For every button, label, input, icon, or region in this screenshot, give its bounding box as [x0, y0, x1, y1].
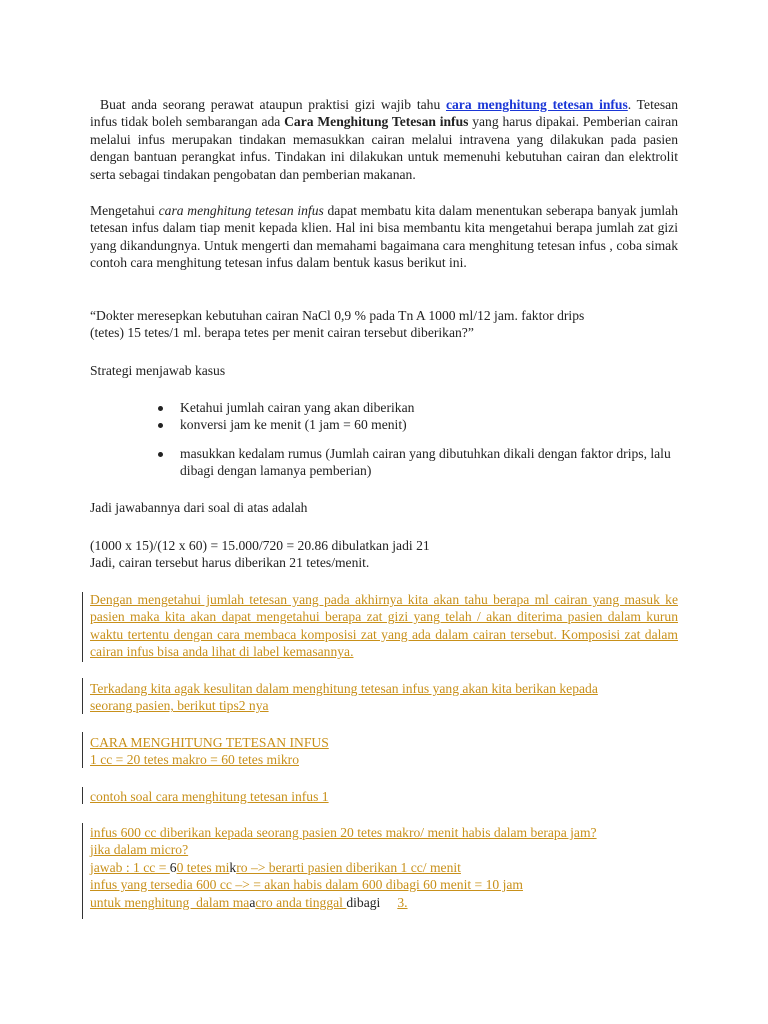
revision-paragraph-3 [90, 734, 690, 769]
intro-bold: Cara Menghitung Tetesan infus [284, 114, 469, 130]
revision-text: 3. [397, 894, 408, 910]
knowledge-paragraph [90, 202, 678, 272]
conclusion: Jadi, cairan tersebut harus diberikan 21 tetes/menit. [90, 555, 370, 570]
revision-line: 1 cc = 20 tetes makro = 60 tetes mikro [90, 752, 299, 768]
accepted-text: 6 [169, 859, 177, 875]
strategy-title: Strategi menjawab kasus [90, 363, 226, 378]
knowledge-italic: cara menghitung tetesan infus [158, 203, 324, 218]
intro-lead: Buat anda seorang perawat ataupun praktisi gizi wajib tahu [100, 97, 446, 112]
revision-paragraph-5 [90, 824, 690, 911]
revision-line [90, 894, 690, 911]
intro-rest: yang harus dipakai. Pemberian cairan melalui infus merupakan tindakan memasukkan cairan melalui intravena yang dilakukan pada pasien dengan bantuan perangkat infus. Tindakan ini dilakukan untuk memenuhi kebutuhan cairan dan elektrolit serta sebagai tindakan pengobatan dan pemberian makanan. [90, 114, 678, 182]
revision-text: 0 tetes mi [176, 859, 230, 875]
quote-line-1: “Dokter meresepkan kebutuhan cairan NaCl 0,9 % pada Tn A 1000 ml/12 jam. faktor drips [90, 308, 585, 323]
list-item: konversi jam ke menit (1 jam = 60 menit) [90, 416, 678, 433]
accepted-text: k [229, 859, 237, 875]
revision-line: jika dalam micro? [90, 842, 189, 858]
revision-line: seorang pasien, berikut tips2 nya [90, 698, 269, 714]
accepted-text: a [249, 894, 256, 910]
revision-line: Terkadang kita agak kesulitan dalam menghitung tetesan infus yang akan kita berikan kepada [90, 681, 598, 696]
revision-bar [82, 678, 83, 714]
intro-paragraph [90, 96, 678, 183]
intro-after-link: . Tetesan infus tidak boleh sembarangan ada [90, 97, 678, 130]
revision-bar [82, 732, 83, 768]
revision-bar [82, 823, 83, 919]
knowledge-lead: Mengetahui [90, 203, 159, 218]
revision-paragraph-2 [90, 680, 690, 715]
revision-text: cro anda tinggal [255, 894, 347, 910]
quote-line-2: (tetes) 15 tetes/1 ml. berapa tetes per menit cairan tersebut diberikan?” [90, 325, 474, 341]
revision-line: contoh soal cara menghitung tetesan infus 1 [90, 789, 329, 804]
accepted-text: dibagi [346, 894, 381, 910]
strategy-list [90, 399, 678, 480]
list-item: masukkan kedalam rumus (Jumlah cairan yang dibutuhkan dikali dengan faktor drips, lalu dibagi dengan lamanya pemberian) [90, 445, 678, 480]
revision-bar [82, 592, 83, 662]
revision-heading: CARA MENGHITUNG TETESAN INFUS [90, 735, 329, 750]
revision-text: ro –> berarti pasien diberikan 1 cc/ menit [236, 859, 461, 875]
revision-bar [82, 787, 83, 804]
revision-paragraph-4 [90, 788, 690, 805]
revision-text-1: Dengan mengetahui jumlah tetesan yang pada akhirnya kita akan tahu berapa ml cairan yang masuk ke pasien maka kita akan dapat mengetahui berapa zat gizi yang telah / akan diterima pasien dalam kurun waktu tertentu dengan cara membaca komposisi zat yang ada dalam cairan tersebut. Komposisi zat dalam cairan infus bisa anda lihat di label kemasannya. [90, 592, 678, 660]
revision-paragraph-1 [90, 591, 678, 661]
knowledge-rest: dapat membatu kita dalam menentukan seberapa banyak jumlah tetesan infus dalam tiap menit kepada klien. Hal ini bisa membantu kita mengetahui berapa jumlah zat gizi yang dikandungnya. Untuk mengerti dan memahami bagaimana cara menghitung tetesan infus , coba simak contoh cara menghitung tetesan infus dalam bentuk kasus berikut ini. [90, 203, 679, 271]
spacer [380, 895, 397, 910]
revision-line [90, 859, 690, 876]
formula: (1000 x 15)/(12 x 60) = 15.000/720 = 20.86 dibulatkan jadi 21 [90, 538, 430, 553]
revision-text: untuk menghitung dalam ma [90, 894, 250, 910]
list-item: Ketahui jumlah cairan yang akan diberikan [90, 399, 678, 416]
case-quote [90, 307, 690, 342]
answer-intro: Jadi jawabannya dari soal di atas adalah [90, 500, 308, 515]
article-link[interactable]: cara menghitung tetesan infus [445, 97, 628, 112]
revision-line: infus 600 cc diberikan kepada seorang pasien 20 tetes makro/ menit habis dalam berapa jam? [90, 825, 597, 840]
revision-text: jawab : 1 cc = [90, 859, 170, 875]
revision-line: infus yang tersedia 600 cc –> = akan habis dalam 600 dibagi 60 menit = 10 jam [90, 877, 523, 893]
